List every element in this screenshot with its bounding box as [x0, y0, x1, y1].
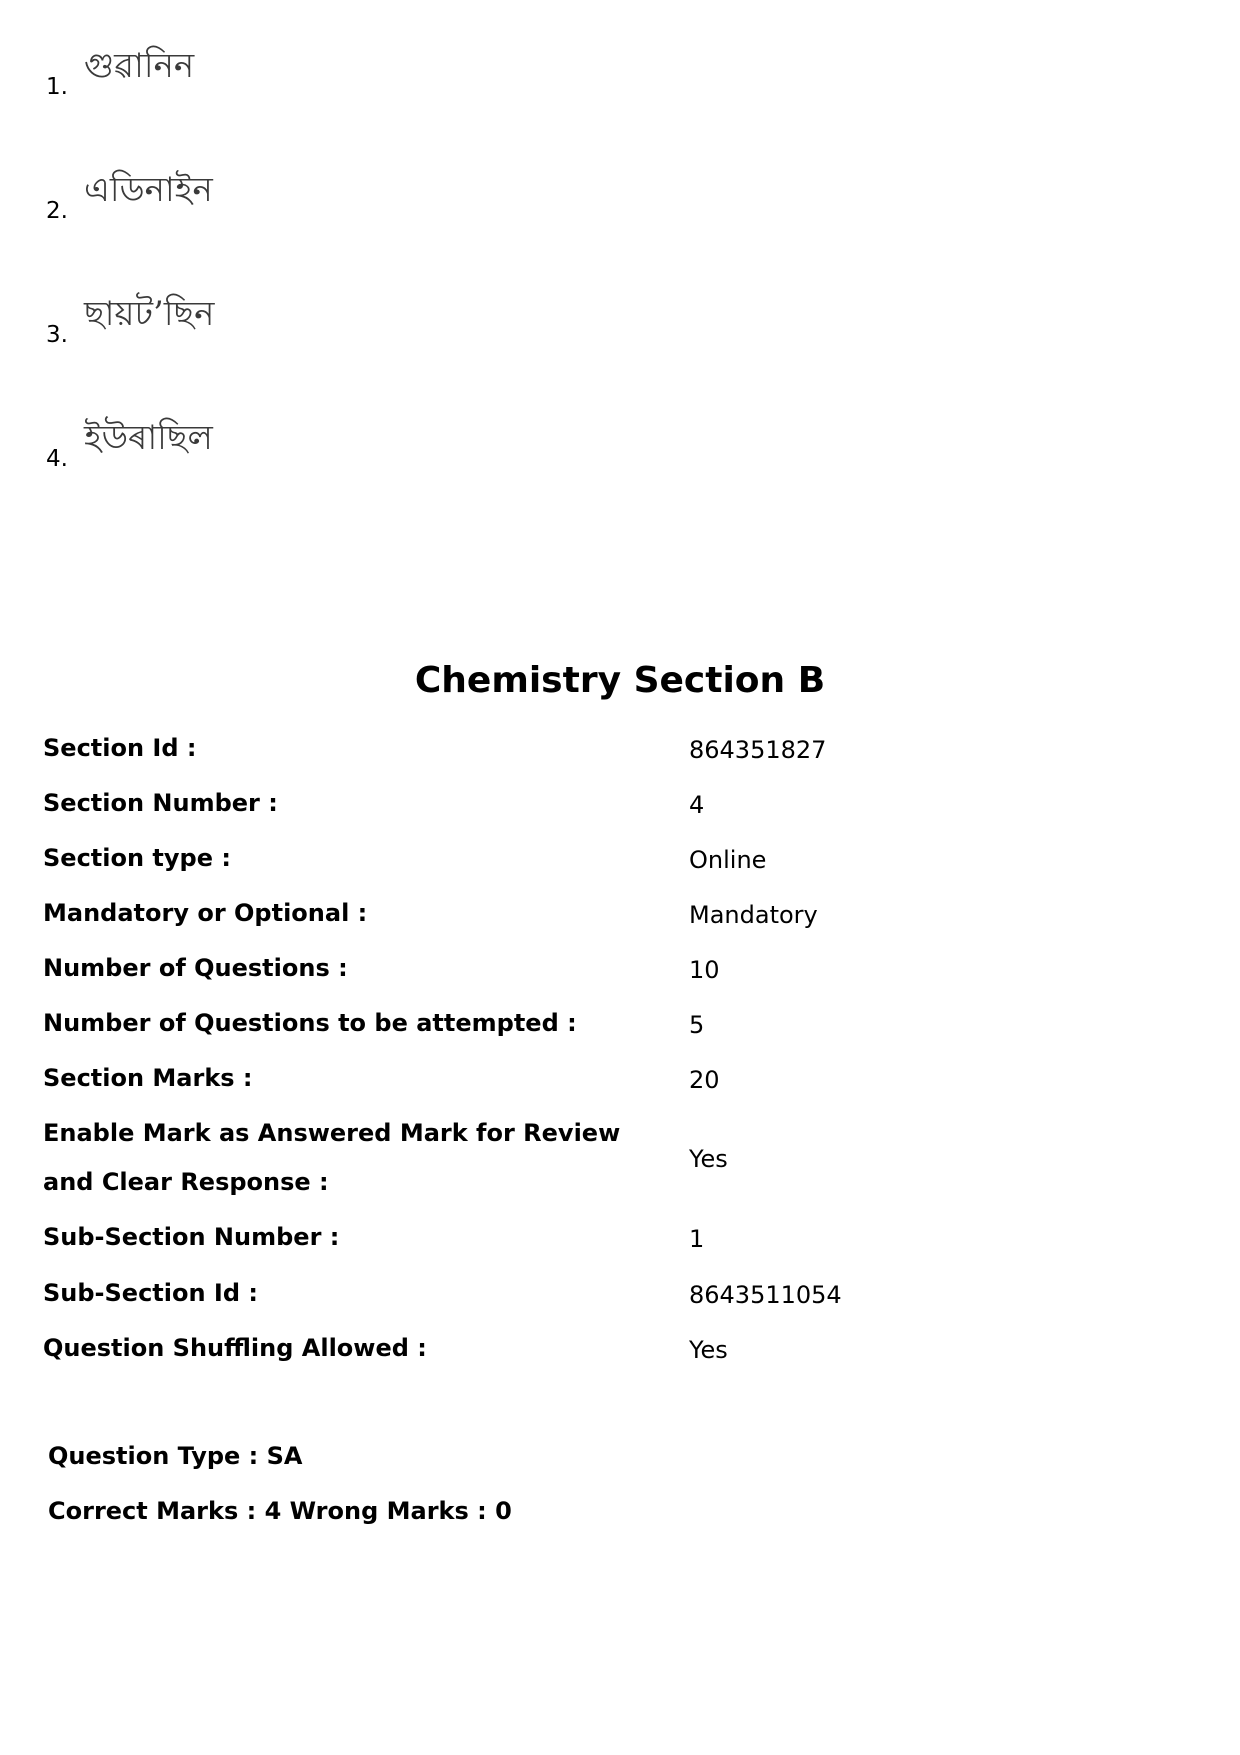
- option-text: গুৱানিন: [84, 46, 195, 86]
- option-number: 1.: [46, 74, 68, 100]
- mark-review-row: [43, 1109, 1193, 1207]
- row-value: 1: [689, 1225, 705, 1253]
- section-marks-row: [43, 1054, 1193, 1103]
- row-label: Section Marks :: [43, 1064, 253, 1092]
- row-label: Enable Mark as Answered Mark for Review and Clear Response :: [43, 1119, 621, 1196]
- option-1: [46, 40, 446, 100]
- question-marks: Correct Marks : 4 Wrong Marks : 0: [48, 1497, 512, 1525]
- row-label: Number of Questions to be attempted :: [43, 1009, 577, 1037]
- row-label: Mandatory or Optional :: [43, 899, 368, 927]
- question-count-row: [43, 944, 1193, 993]
- sub-section-number-row: [43, 1213, 1193, 1262]
- section-id-row: [43, 724, 1193, 773]
- option-text: ছায়ট’ছিন: [84, 294, 215, 334]
- section-type-row: [43, 834, 1193, 883]
- row-label: Number of Questions :: [43, 954, 348, 982]
- row-value: 4: [689, 791, 705, 819]
- row-label: Section type :: [43, 844, 231, 872]
- row-value: 5: [689, 1011, 705, 1039]
- option-text: এডিনাইন: [84, 170, 213, 210]
- mandatory-row: [43, 889, 1193, 938]
- question-type: Question Type : SA: [48, 1442, 303, 1470]
- option-number: 2.: [46, 198, 68, 224]
- row-label: Sub-Section Id :: [43, 1279, 258, 1307]
- row-label: Question Shuffling Allowed :: [43, 1334, 427, 1362]
- row-label: Section Number :: [43, 789, 278, 817]
- sub-section-id-row: [43, 1269, 1193, 1318]
- option-text: ইউৰাছিল: [84, 418, 213, 458]
- row-value: 8643511054: [689, 1281, 842, 1309]
- row-value: Yes: [689, 1145, 728, 1173]
- questions-to-attempt-row: [43, 999, 1193, 1048]
- section-number-row: [43, 779, 1193, 828]
- option-number: 4.: [46, 446, 68, 472]
- section-title: Chemistry Section B: [414, 660, 826, 701]
- row-label: Section Id :: [43, 734, 197, 762]
- row-label: Sub-Section Number :: [43, 1223, 340, 1251]
- row-value: Yes: [689, 1336, 728, 1364]
- row-value: Online: [689, 846, 767, 874]
- row-value: 20: [689, 1066, 720, 1094]
- row-value: 864351827: [689, 736, 827, 764]
- row-value: Mandatory: [689, 901, 818, 929]
- option-number: 3.: [46, 322, 68, 348]
- shuffling-row: [43, 1324, 1193, 1373]
- option-3: [46, 288, 446, 348]
- row-value: 10: [689, 956, 720, 984]
- option-2: [46, 164, 446, 224]
- option-4: [46, 412, 446, 472]
